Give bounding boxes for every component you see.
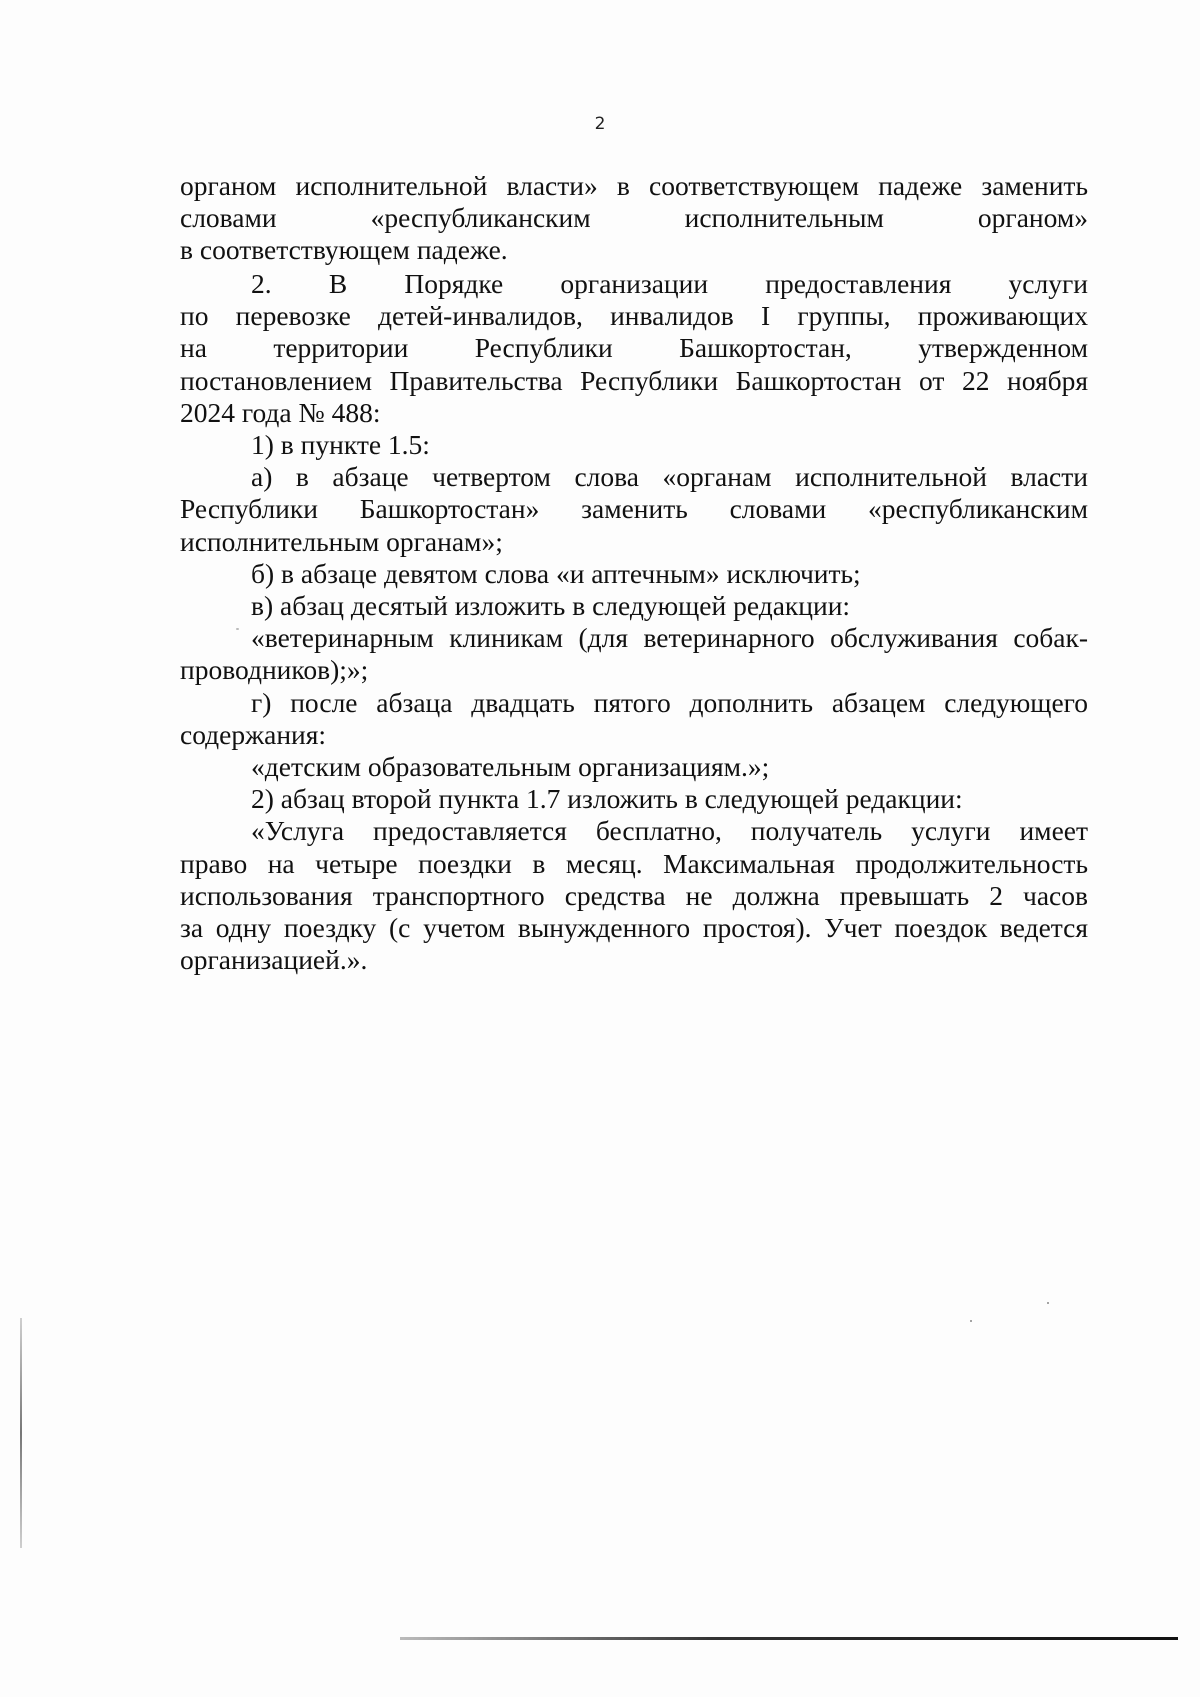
text-line: словами «республиканским исполнительным органом» bbox=[180, 202, 1088, 234]
text-line: использования транспортного средства не должна превышать 2 часов bbox=[180, 879, 1088, 911]
text-line: Республики Башкортостан» заменить словами «республиканским bbox=[180, 493, 1088, 525]
subitem-line: а) в абзаце четвертом слова «органам исполнительной власти bbox=[251, 461, 1088, 493]
subitem-line: б) в абзаце девятом слова «и аптечным» исключить; bbox=[251, 557, 861, 589]
text-line: содержания: bbox=[180, 718, 327, 750]
scan-bottom-edge bbox=[400, 1637, 1178, 1640]
quoted-line: «ветеринарным клиникам (для ветеринарного обслуживания собак- bbox=[251, 622, 1088, 654]
paragraph-start-line: 2. В Порядке организации предоставления услуги bbox=[251, 268, 1088, 299]
text-line: организацией.». bbox=[180, 944, 368, 976]
text-line: органом исполнительной власти» в соответствующем падеже заменить bbox=[180, 170, 1088, 201]
scan-speck bbox=[970, 1320, 972, 1322]
text-line: по перевозке детей-инвалидов, инвалидов I группы, проживающих bbox=[180, 300, 1088, 332]
quoted-line: «детским образовательным организациям.»; bbox=[251, 751, 770, 783]
page-number: 2 bbox=[594, 114, 606, 134]
continued-text-block bbox=[180, 170, 1088, 267]
subitem-line: 1) в пункте 1.5: bbox=[251, 429, 430, 461]
subitem-line: 2) абзац второй пункта 1.7 изложить в следующей редакции: bbox=[251, 783, 963, 815]
subitem-line: в) абзац десятый изложить в следующей редакции: bbox=[251, 590, 851, 622]
quoted-line: «Услуга предоставляется бесплатно, получатель услуги имеет bbox=[251, 815, 1088, 847]
scan-speck bbox=[1047, 1302, 1049, 1304]
text-line: в соответствующем падеже. bbox=[180, 234, 508, 266]
text-line: право на четыре поездки в месяц. Максимальная продолжительность bbox=[180, 847, 1088, 879]
text-line: за одну поездку (с учетом вынужденного простоя). Учет поездок ведется bbox=[180, 912, 1088, 944]
subitem-line: г) после абзаца двадцать пятого дополнить абзацем следующего bbox=[251, 686, 1088, 718]
text-line: исполнительным органам»; bbox=[180, 525, 503, 557]
text-line: проводников);»; bbox=[180, 654, 369, 686]
item-2-text-block bbox=[180, 268, 1088, 976]
text-line: на территории Республики Башкортостан, утвержденном bbox=[180, 332, 1088, 364]
scan-edge-mark bbox=[20, 1318, 22, 1548]
scan-speck bbox=[236, 628, 239, 630]
text-line: 2024 года № 488: bbox=[180, 396, 381, 428]
text-line: постановлением Правительства Республики Башкортостан от 22 ноября bbox=[180, 364, 1088, 396]
